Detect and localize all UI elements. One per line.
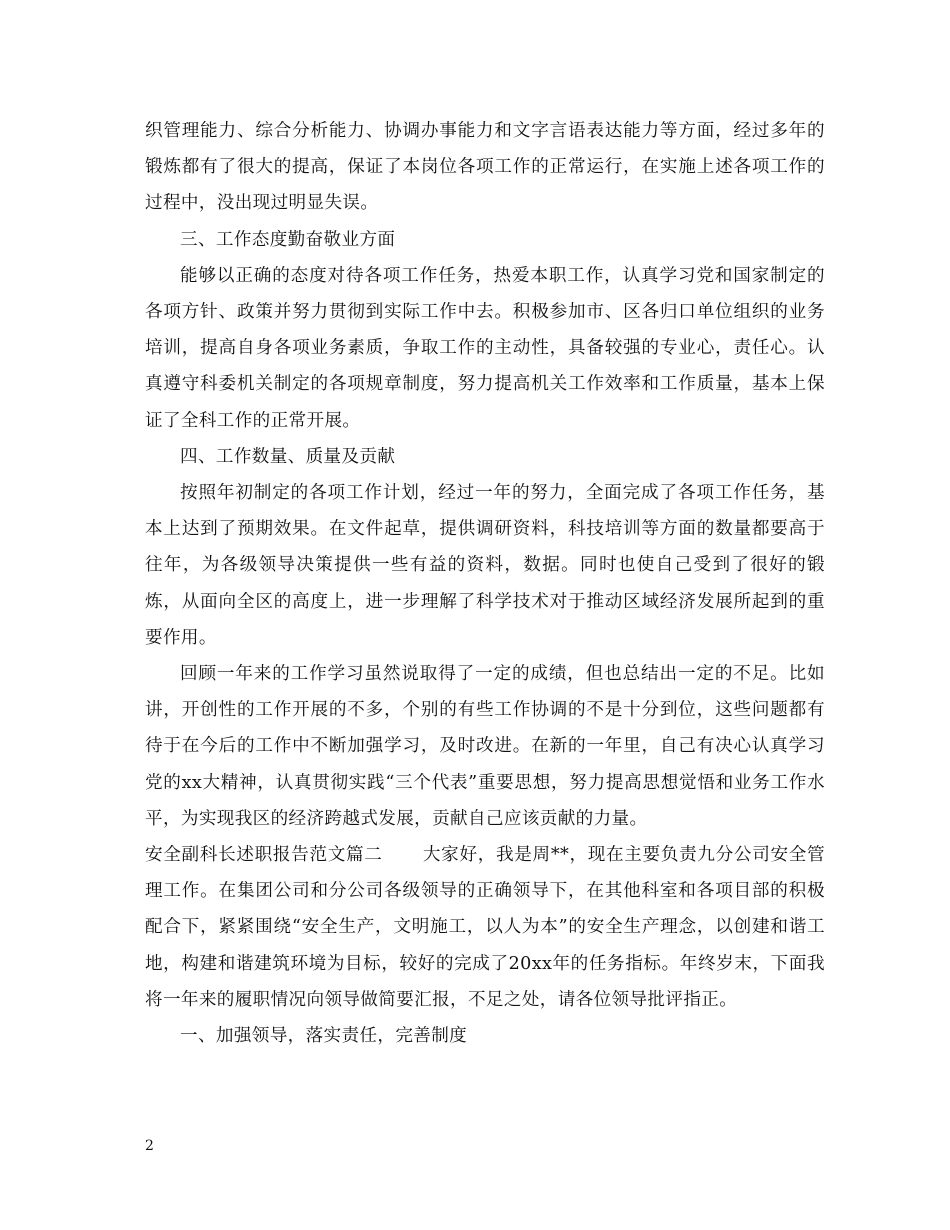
section-heading-work-attitude: 三、工作态度勤奋敬业方面 <box>180 229 396 250</box>
paragraph-work-quantity: 按照年初制定的各项工作计划，经过一年的努力，全面完成了各项工作任务，基本上达到了预期效果。在文件起草，提供调研资料，科技培训等方面的数量都要高于往年，为各级领导决策提供一些有益的资料，数据。同时也使自己受到了很好的锻炼，从面向全区的高度上，进一步理解了科学技术对于推动区域经济发展所起到的重要作用。 <box>145 483 825 648</box>
paragraph-review: 回顾一年来的工作学习虽然说取得了一定的成绩，但也总结出一定的不足。比如讲，开创性的工作开展的不多，个别的有些工作协调的不是十分到位，这些问题都有待于在今后的工作中不断加强学习，及时改进。在新的一年里，自己有决心认真学习党的xx大精神，认真贯彻实践“三个代表”重要思想，努力提高思想觉悟和业务工作水平，为实现我区的经济跨越式发展，贡献自己应该贡献的力量。 <box>145 664 825 829</box>
section-heading-work-quantity: 四、工作数量、质量及贡献 <box>180 446 396 467</box>
paragraph-continuation: 织管理能力、综合分析能力、协调办事能力和文字言语表达能力等方面，经过多年的锻炼都有了很大的提高，保证了本岗位各项工作的正常运行，在实施上述各项工作的过程中，没出现过明显失误。 <box>145 121 825 214</box>
section-heading-leadership: 一、加强领导，落实责任，完善制度 <box>180 1026 468 1047</box>
document-body <box>145 113 825 1054</box>
section2-title: 安全副科长述职报告范文篇二 <box>145 845 383 866</box>
section2-paragraph <box>145 837 825 1018</box>
paragraph-work-attitude: 能够以正确的态度对待各项工作任务，热爱本职工作，认真学习党和国家制定的各项方针、政策并努力贯彻到实际工作中去。积极参加市、区各归口单位组织的业务培训，提高自身各项业务素质，争取工作的主动性，具备较强的专业心，责任心。认真遵守科委机关制定的各项规章制度，努力提高机关工作效率和工作质量，基本上保证了全科工作的正常开展。 <box>145 265 825 431</box>
section2-text: 大家好，我是周**，现在主要负责九分公司安全管理工作。在集团公司和分公司各级领导的正确领导下，在其他科室和各项目部的积极配合下，紧紧围绕“安全生产，文明施工，以人为本”的安全生产理念，以创建和谐工地，构建和谐建筑环境为目标，较好的完成了20xx年的任务指标。年终岁末，下面我将一年来的履职情况向领导做简要汇报，不足之处，请各位领导批评指正。 <box>145 845 825 1010</box>
page-number: 2 <box>145 1138 154 1154</box>
